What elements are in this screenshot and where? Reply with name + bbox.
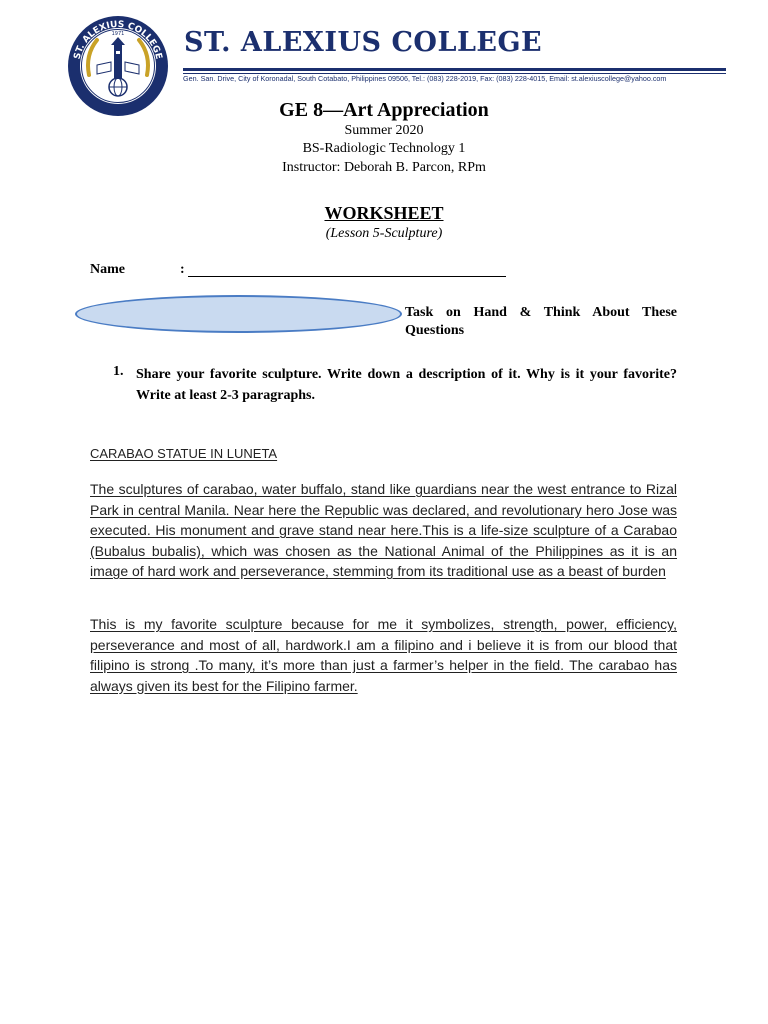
answer-title: CARABAO STATUE IN LUNETA [90, 446, 278, 461]
college-name: ST. ALEXIUS COLLEGE [184, 27, 543, 58]
course-program: BS-Radiologic Technology 1 [302, 141, 466, 156]
college-address: Gen. San. Drive, City of Koronadal, South Cotabato, Philippines 09506, Tel.: (083) 228-2019, Fax: (083) 228-4015, Email: st.alexiuscollege@yahoo.com [183, 74, 667, 83]
course-term: Summer 2020 [344, 123, 424, 138]
svg-text:1971: 1971 [111, 31, 125, 37]
answer-paragraph-2: This is my favorite sculpture because for me it symbolizes, strength, power, efficiency, perseverance and most of all, hardwork.I am a filipino and i believe it is from our blood that filipino is strong .To many, it’s more than just a farmer’s helper in the field. The carabao has always given its best for the Filipino farmer. [90, 616, 677, 694]
question-text: Share your favorite sculpture. Write down a description of it. Why is it your favorite? Write at least 2-3 paragraphs. [136, 367, 677, 403]
question-number: 1. [113, 364, 124, 379]
name-blank-line [188, 276, 506, 277]
header-divider [183, 68, 726, 71]
worksheet-title [0, 203, 768, 224]
highlight-oval [75, 295, 402, 333]
task-heading-line2: Questions [405, 323, 465, 338]
course-instructor: Instructor: Deborah B. Parcon, RPm [282, 160, 486, 175]
lesson-subtitle: (Lesson 5-Sculpture) [325, 226, 443, 241]
name-colon: : [180, 262, 185, 277]
course-title: GE 8—Art Appreciation [279, 99, 489, 121]
answer-paragraph-1: The sculptures of carabao, water buffalo, stand like guardians near the west entrance to Rizal Park in central Manila. Near here the Republic was declared, and revolutionary hero Jose was executed. His monument and grave stand near here.This is a life-size sculpture of a Carabao (Bubalus bubalis), which was chosen as the National Animal of the Philippines as it is an image of hard work and perseverance, stemming from its traditional use as a beast of burden [90, 481, 677, 579]
name-label: Name [90, 262, 125, 277]
svg-text:ST. ALEXIUS COLLEGE: ST. ALEXIUS COLLEGE [72, 19, 164, 61]
worksheet-title-text: WORKSHEET [324, 203, 444, 223]
task-heading [405, 304, 677, 340]
task-heading-line1: Task on Hand & Think About These [405, 305, 677, 320]
